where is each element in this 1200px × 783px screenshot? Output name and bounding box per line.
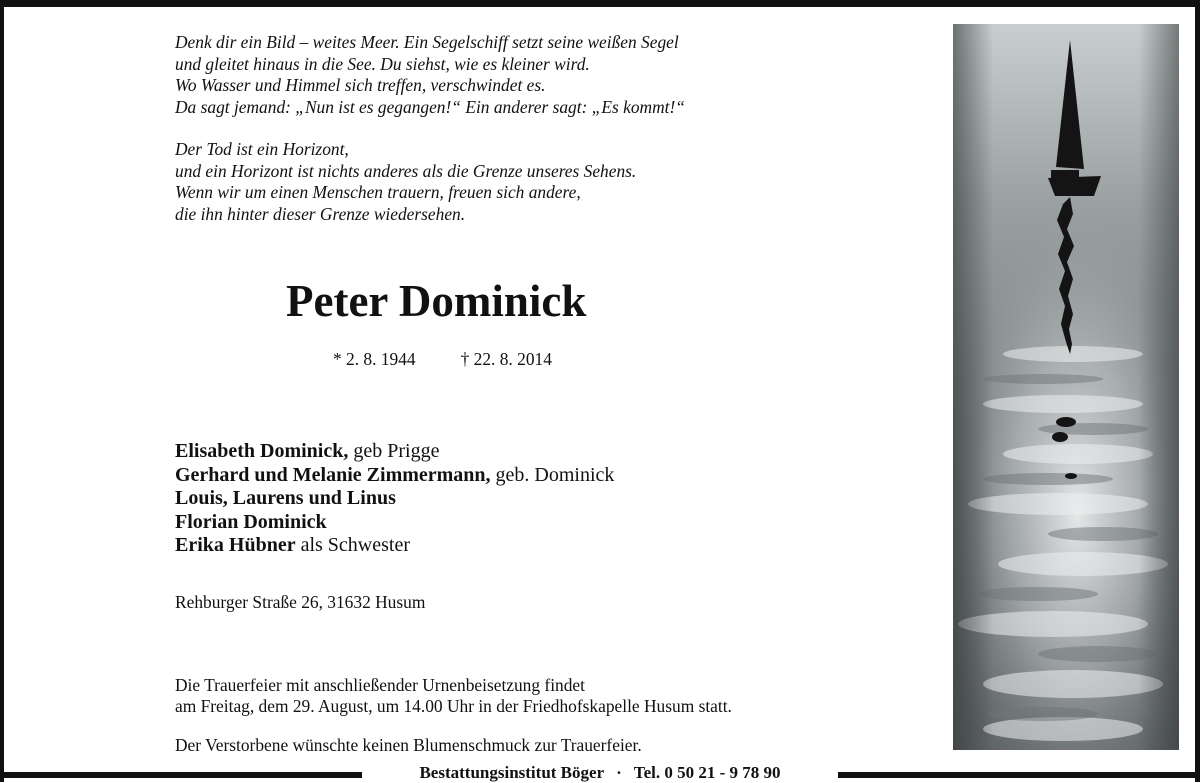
mourner-note: als Schwester [295,534,410,556]
mourner-note: geb. Dominick [490,463,615,486]
family-address: Rehburger Straße 26, 31632 Husum [175,592,426,612]
poem-line: Der Tod ist ein Horizont, [175,139,349,159]
death-date: † 22. 8. 2014 [460,349,552,369]
funeral-home-name: Bestattungsinstitut Böger [419,763,605,782]
mourner-name: Florian Dominick [175,510,327,533]
funeral-home-phone: Tel. 0 50 21 - 9 78 90 [633,763,781,782]
notice-line: am Freitag, dem 29. August, um 14.00 Uhr in der Friedhofskapelle Husum statt. [175,696,732,716]
mourner-row [175,534,614,558]
birth-date: * 2. 8. 1944 [333,349,416,369]
flowers-note: Der Verstorbene wünschte keinen Blumenschmuck zur Trauerfeier. [175,735,642,755]
funeral-home-footer [362,764,838,782]
deceased-name: Peter Dominick [286,276,587,326]
poem [175,32,685,246]
mourner-row [175,487,614,511]
mourner-row [175,440,614,464]
poem-line: Denk dir ein Bild – weites Meer. Ein Segelschiff setzt seine weißen Segel [175,32,679,52]
life-dates [333,349,552,370]
mourner-name: Elisabeth Dominick, [175,440,349,462]
poem-line: Wenn wir um einen Menschen trauern, freuen sich andere, [175,182,581,202]
poem-stanza-1 [175,32,685,118]
mourner-note: geb Prigge [348,440,440,462]
mourner-name: Gerhard und Melanie Zimmermann, [175,463,491,486]
mourner-row [175,511,614,535]
poem-line: und ein Horizont ist nichts anderes als die Grenze unseres Sehens. [175,160,637,181]
poem-line: die ihn hinter dieser Grenze wiedersehen. [175,203,466,224]
notice-line: Die Trauerfeier mit anschließender Urnenbeisetzung findet [175,675,585,695]
poem-line: Wo Wasser und Himmel sich treffen, verschwindet es. [175,75,546,95]
mourner-row [175,464,614,488]
poem-line: und gleitet hinaus in die See. Du siehst, wie es kleiner wird. [175,53,590,74]
mourner-name: Louis, Laurens und Linus [175,487,396,509]
mourner-name: Erika Hübner [175,534,296,556]
sailboat-photo-icon [953,24,1179,750]
funeral-notice [175,675,732,717]
poem-stanza-2 [175,139,685,225]
mourners-list [175,440,614,558]
footer-separator: · [616,763,622,782]
poem-line: Da sagt jemand: „Nun ist es gegangen!“ Ein anderer sagt: „Es kommt!“ [175,96,685,117]
